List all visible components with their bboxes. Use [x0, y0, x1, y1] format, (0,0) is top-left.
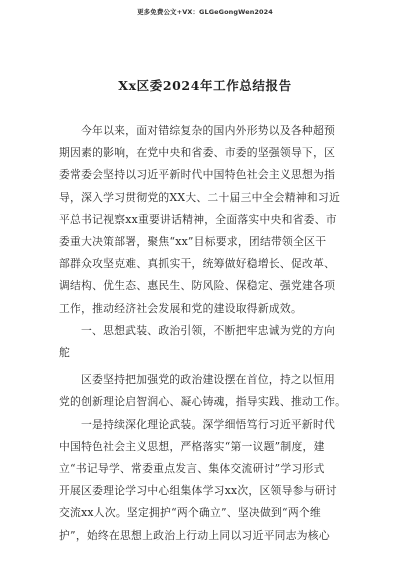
body-line: 立“书记导学、常委重点发言、集体交流研讨”学习形式	[59, 462, 325, 476]
section-heading-line: 一、思想武装、政治引领，不断把牢忠诚为党的方向	[81, 323, 336, 337]
body-line: 委常委会坚持以习近平新时代中国特色社会主义思想为指	[59, 168, 336, 182]
body-line: 期因素的影响，在党中央和省委、市委的坚强领导下，区	[59, 146, 336, 160]
body-line: 委重大决策部署，聚焦“xx”目标要求，团结带领全区干	[59, 235, 327, 249]
document-body	[59, 120, 353, 547]
body-line: 调结构、优生态、惠民生、防风险、保稳定、强党建各项	[59, 279, 336, 293]
header-note: 更多免费公文+VX：GLGeGongWen2024	[137, 8, 273, 16]
body-line: 交流xx人次。坚定拥护“两个确立”、坚决做到“两个维	[59, 506, 321, 520]
body-line: 区委坚持把加强党的政治建设摆在首位，持之以恒用	[81, 373, 336, 387]
body-line: 护”，始终在思想上政治上行动上同以习近平同志为核心	[59, 528, 330, 542]
body-line: 一是持续深化理论武装。深学细悟笃行习近平新时代	[81, 417, 336, 431]
body-line: 党的创新理论启智润心、凝心铸魂，指导实践、推动工作。	[59, 395, 347, 409]
body-line: 平总书记视察xx重要讲话精神，全面落实中央和省委、市	[59, 212, 337, 226]
body-line: 今年以来，面对错综复杂的国内外形势以及各种超预	[81, 124, 336, 137]
body-line: 导，深入学习贯彻党的XX大、二十届三中全会精神和习近	[59, 190, 340, 204]
body-line: 中国特色社会主义思想，严格落实“第一议题”制度，建	[59, 439, 325, 453]
body-line: 开展区委理论学习中心组集体学习xx次，区领导参与研讨	[59, 484, 337, 498]
body-line: 工作，推动经济社会发展和党的建设取得新成效。	[59, 301, 303, 315]
section-heading-line: 舵	[59, 346, 71, 360]
body-line: 部群众攻坚克难、真抓实干，统筹做好稳增长、促改革、	[59, 257, 336, 271]
document-title: Xx区委2024年工作总结报告	[118, 78, 292, 93]
